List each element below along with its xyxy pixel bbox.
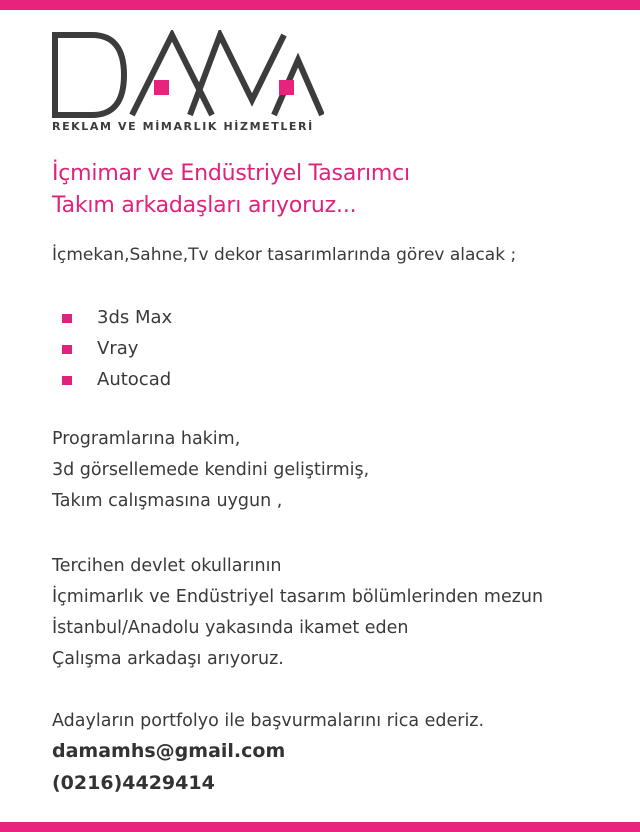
logo-tagline: REKLAM VE MİMARLIK HİZMETLERİ [52,120,314,133]
preference-line: Tercihen devlet okullarının [52,556,282,576]
heading-line-1: İçmimar ve Endüstriyel Tasarımcı [52,161,410,186]
job-heading [52,158,410,222]
preference-line: İçmimarlık ve Endüstriyel tasarım bölümlerinden mezun [52,587,544,607]
preference-line: İstanbul/Anadolu yakasında ikamet eden [52,618,409,638]
skill-label: 3ds Max [97,307,173,328]
heading-line-2: Takım arkadaşları arıyoruz... [52,193,357,218]
intro-text: İçmekan,Sahne,Tv dekor tasarımlarında görev alacak ; [52,245,517,265]
requirements-paragraph [52,424,369,517]
bullet-square-icon [62,314,72,323]
dama-logo-mark [52,30,324,120]
dama-logo [52,30,324,135]
contact-phone: (0216)4429414 [52,772,215,794]
bullet-square-icon [62,345,72,354]
preference-paragraph [52,551,543,675]
skill-label: Vray [97,338,139,359]
preference-line: Çalışma arkadaşı arıyoruz. [52,649,284,669]
skill-label: Autocad [97,369,172,390]
bullet-square-icon [62,376,72,385]
bottom-accent-bar [0,822,640,832]
closing-text: Adayların portfolyo ile başvurmalarını rica ederiz. [52,711,485,731]
top-accent-bar [0,0,640,10]
requirement-line: Takım calışmasına uygun , [52,491,283,511]
contact-email: damamhs@gmail.com [52,740,286,762]
requirement-line: Programlarına hakim, [52,429,241,449]
requirement-line: 3d görsellemede kendini geliştirmiş, [52,460,370,480]
